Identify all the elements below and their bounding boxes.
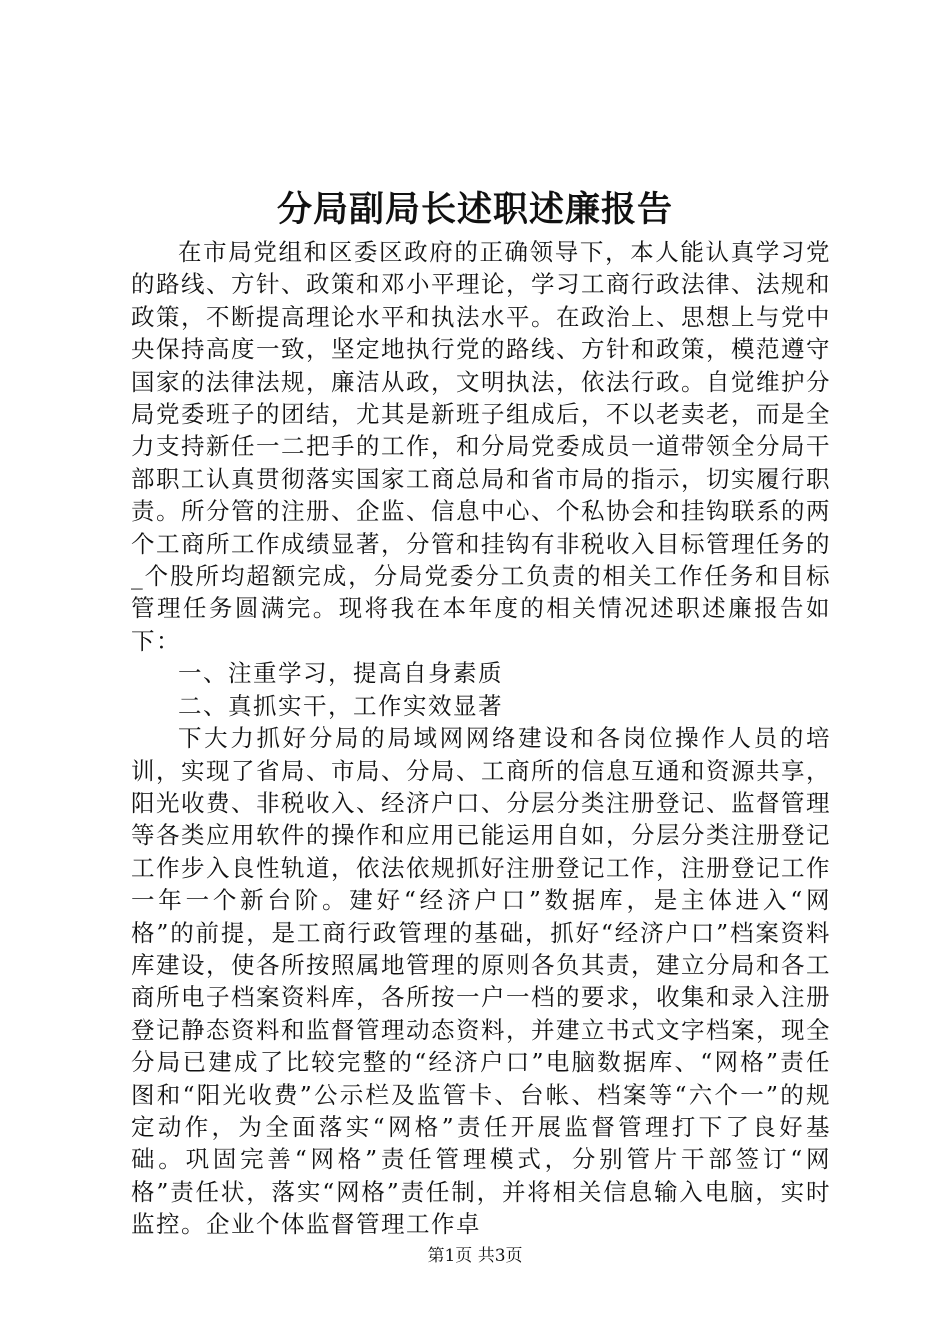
paragraph-network: 下大力抓好分局的局域网网络建设和各岗位操作人员的培训，实现了省局、市局、分局、工商所的信息互通和资源共享，阳光收费、非税收入、经济户口、分层分类注册登记、监督管理等各类应用软件的操作和应用已能运用自如，分层分类注册登记工作步入良性轨道，依法依规抓好注册登记工作，注册登记工作一年一个新台阶。建好“经济户口”数据库，是主体进入“网格”的前提，是工商行政管理的基础，抓好“经济户口”档案资料库建设，使各所按照属地管理的原则各负其责，建立分局和各工商所电子档案资料库，各所按一户一档的要求，收集和录入注册登记静态资料和监督管理动态资料，并建立书式文字档案，现全分局已建成了比较完整的“经济户口”电脑数据库、“网格”责任图和“阳光收费”公示栏及监管卡、台帐、档案等“六个一”的规定动作，为全面落实“网格”责任开展监督管理打下了良好基础。巩固完善“网格”责任管理模式，分别管片干部签订“网格”责任状，落实“网格”责任制，并将相关信息输入电脑，实时监控。企业个体监督管理工作卓 [131, 724, 831, 1239]
document-title: 分局副局长述职述廉报告 [276, 189, 673, 230]
section-heading-1: 一、注重学习，提高自身素质 [178, 659, 503, 688]
page-indicator: 第1页 共3页 [427, 1246, 523, 1266]
paragraph-intro: 在市局党组和区委区政府的正确领导下，本人能认真学习党的路线、方针、政策和邓小平理论，学习工商行政法律、法规和政策，不断提高理论水平和执法水平。在政治上、思想上与党中央保持高度一致，坚定地执行党的路线、方针和政策，模范遵守国家的法律法规，廉洁从政，文明执法，依法行政。自觉维护分局党委班子的团结，尤其是新班子组成后，不以老卖老，而是全力支持新任一二把手的工作，和分局党委成员一道带领全分局干部职工认真贯彻落实国家工商总局和省市局的指示，切实履行职责。所分管的注册、企监、信息中心、个私协会和挂钩联系的两个工商所工作成绩显著，分管和挂钩有非税收入目标管理任务的_个股所均超额完成，分局党委分工负责的相关工作任务和目标管理任务圆满完。现将我在本年度的相关情况述职述廉报告如下： [131, 238, 831, 655]
page-footer [0, 1244, 950, 1268]
document-body [131, 236, 831, 1241]
section-heading-2: 二、真抓实干，工作实效显著 [178, 691, 503, 720]
